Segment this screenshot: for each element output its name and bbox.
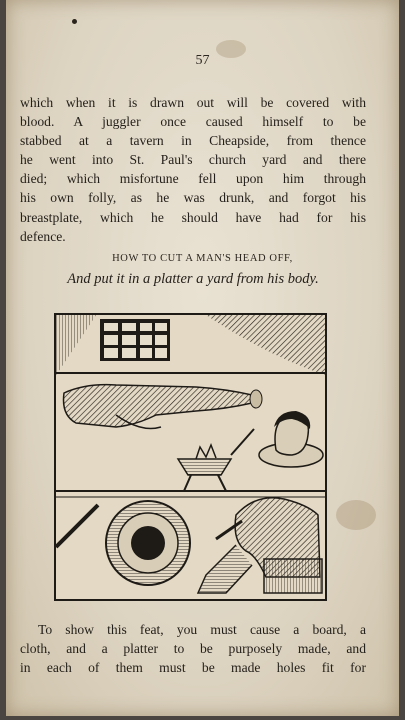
- text-line: breastplate, which he should have had for his: [20, 209, 366, 225]
- text-line: his own folly, as he was drunk, and forgot his: [20, 190, 366, 206]
- woodcut-illustration: [54, 313, 327, 601]
- section-heading: HOW TO CUT A MAN'S HEAD OFF,: [112, 253, 293, 264]
- text-line: cloth, and a platter to be purposely made, and: [20, 641, 366, 657]
- text-line: in each of them must be made holes fit for: [20, 660, 366, 676]
- window: [100, 319, 170, 361]
- text-line: To show this feat, you must cause a board, a: [38, 622, 366, 637]
- text-line: defence.: [20, 228, 66, 244]
- book-page: [6, 0, 399, 716]
- text-line: he went into St. Paul's church yard and there: [20, 152, 366, 168]
- section-subheading: And put it in a platter a yard from his body.: [67, 271, 319, 287]
- woodcut-drawing: [56, 315, 325, 599]
- paragraph-top: [20, 93, 366, 246]
- text-line: which when it is drawn out will be covered with: [20, 95, 366, 110]
- text-line: stabbed at a tavern in Cheapside, from thence: [20, 133, 366, 149]
- text-line: blood. A juggler once caused himself to be: [20, 114, 366, 130]
- paragraph-bottom: [20, 620, 366, 677]
- platter-with-hole: [106, 501, 190, 585]
- page-number: 57: [195, 53, 210, 68]
- ink-spot: [72, 19, 77, 24]
- text-line: died; which misfortune fell upon him through: [20, 171, 366, 187]
- foxing-spot: [336, 500, 376, 530]
